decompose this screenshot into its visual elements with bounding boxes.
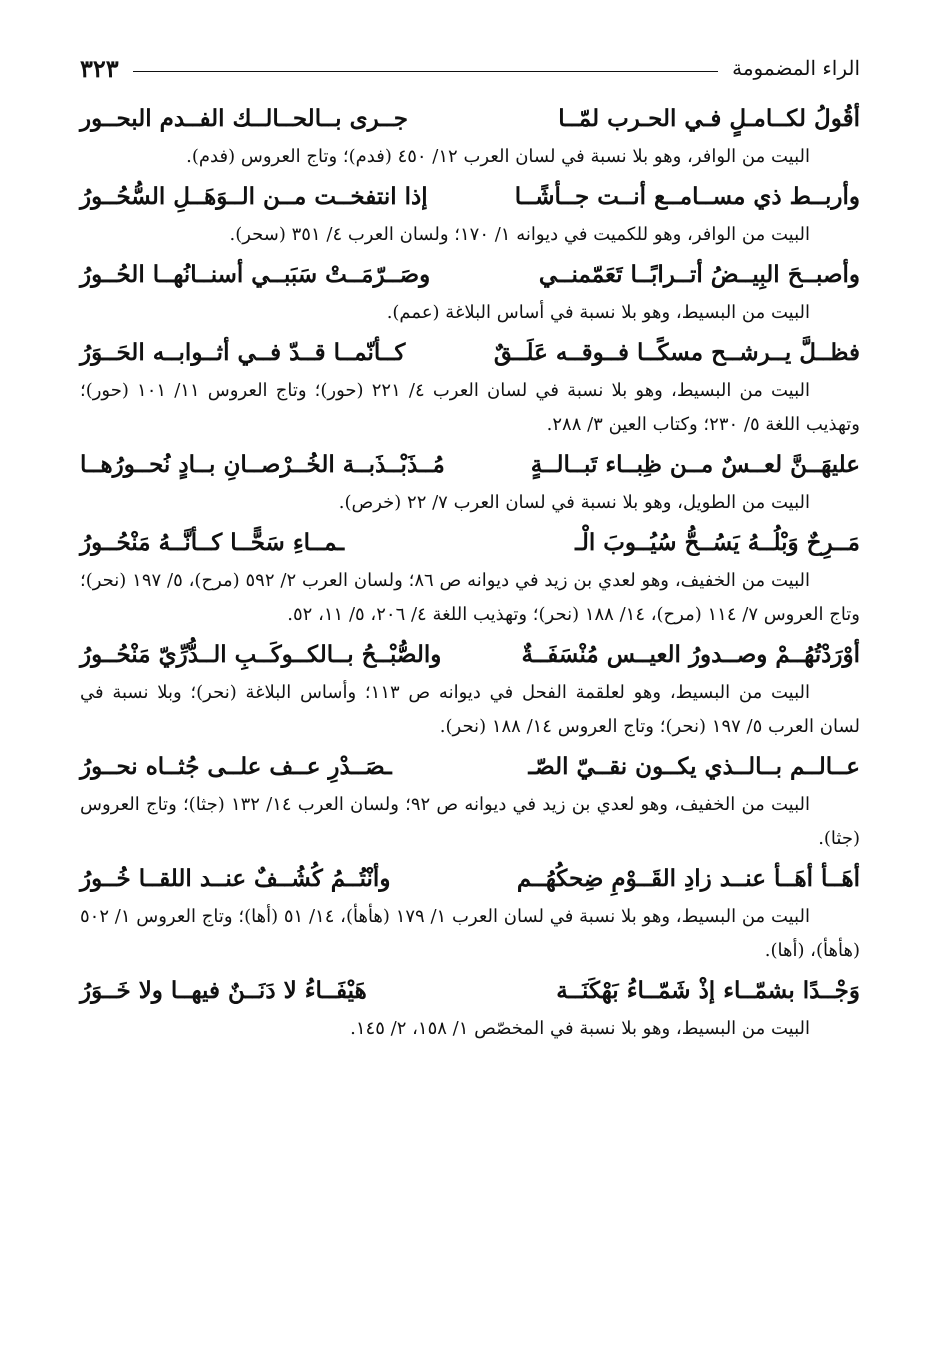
verse-second-hemistich: مُــذَبْــذَبــة الخُــرْصــانِ بــادٍ نُحــورُهــا [80, 451, 445, 478]
verse-second-hemistich: وصَــرّمَــتْ سَبَبــي أسنــانُهــا الحُــورُ [80, 261, 431, 288]
verse-note: البيت من الطويل، وهو بلا نسبة في لسان العرب ٧/ ٢٢ (خرص). [338, 492, 810, 513]
entry [80, 634, 860, 744]
verse-note: البيت من الوافر، وهو للكميت في ديوانه ١/ ١٧٠؛ ولسان العرب ٤/ ٣٥١ (سحر). [229, 224, 810, 245]
verse-note: البيت من البسيط، وهو بلا نسبة في لسان العرب ٤/ ٢٢١ (حور)؛ وتاج العروس ١١/ ١٠١ (حور)؛ وتهذيب اللغة ٥/ ٢٣٠؛ وكتاب العين ٣/ ٢٨٨. [80, 380, 860, 435]
verse-second-hemistich: ـصَــدْرِ عــف علــى جُثــاه نحــورُ [80, 753, 392, 780]
verse-first-hemistich: وأصبــحَ البِيــضُ أتــرابًــا تَعَمّمنــي [538, 261, 860, 288]
verse-second-hemistich: وأنْتُــمُ كُشُــفٌ عنــد اللقــا خُــورُ [80, 865, 391, 892]
verse-line [80, 970, 860, 1012]
verse-note: البيت من البسيط، وهو لعلقمة الفحل في ديوانه ص ١١٣؛ وأساس البلاغة (نحر)؛ وبلا نسبة في لسان العرب ٥/ ١٩٧ (نحر)؛ وتاج العروس ١٤/ ١٨٨ (نحر). [80, 682, 860, 737]
verse-first-hemistich: مَــرِحٌ وَبْلُــهُ يَسُــحُّ سُيُــوبَ الْـ [575, 529, 860, 556]
entry [80, 98, 860, 174]
verse-first-hemistich: وأربــط ذي مســامــع أنــت جــأشًــا [514, 183, 860, 210]
verse-note: البيت من الخفيف، وهو لعدي بن زيد في ديوانه ص ٩٢؛ ولسان العرب ١٤/ ١٣٢ (جثا)؛ وتاج العروس (جثا). [80, 794, 860, 849]
verse-first-hemistich: أقُولُ لكــامـلٍ فـي الحـرب لمّــا [558, 105, 860, 132]
verse-first-hemistich: عــالــم بــالــذي يكــون نقــيّ الصّـ [528, 753, 860, 780]
verse-first-hemistich: وَجْــدًا بشمّــاء إذْ شَمّــاءُ بَهْكَنَــة [556, 977, 860, 1004]
entry [80, 858, 860, 968]
verse-note: البيت من البسيط، وهو بلا نسبة في المخصّص ١/ ١٥٨، ٢/ ١٤٥. [350, 1018, 810, 1039]
verse-line [80, 858, 860, 900]
verse-second-hemistich: ـمــاءِ سَحًّــا كــأنَّــهُ مَنْحُــورُ [80, 529, 345, 556]
verse-line [80, 634, 860, 676]
header-rule [133, 71, 718, 72]
verse-second-hemistich: والصُّبْــحُ بــالكــوكَــبِ الــدُّرِّيّ مَنْحُــورُ [80, 641, 442, 668]
verse-second-hemistich: إذا انتفخــت مــن الــوَهَــلِ السُّحُــورُ [80, 183, 428, 210]
entry [80, 746, 860, 856]
verse-first-hemistich: فظــلَّ يــرشــح مسكًــا فــوقــه عَلَــقٌ [493, 339, 860, 366]
verse-line [80, 176, 860, 218]
verse-note: البيت من البسيط، وهو بلا نسبة في لسان العرب ١/ ١٧٩ (هأهأ)، ١٤/ ٥١ (أها)؛ وتاج العروس ١/ ٥٠٢ (هأهأ)، (أها). [80, 906, 860, 961]
entry [80, 522, 860, 632]
verse-note: البيت من البسيط، وهو بلا نسبة في أساس البلاغة (عمم). [386, 302, 810, 323]
page-number: ٣٢٣ [80, 53, 119, 83]
entry [80, 444, 860, 520]
running-title: الراء المضمومة [732, 56, 860, 80]
verse-line [80, 746, 860, 788]
verse-line [80, 254, 860, 296]
verse-line [80, 332, 860, 374]
verse-note: البيت من الوافر، وهو بلا نسبة في لسان العرب ١٢/ ٤٥٠ (فدم)؛ وتاج العروس (فدم). [186, 146, 810, 167]
verse-note: البيت من الخفيف، وهو لعدي بن زيد في ديوانه ص ٨٦؛ ولسان العرب ٢/ ٥٩٢ (مرح)، ٥/ ١٩٧ (نحر)؛ وتاج العروس ٧/ ١١٤ (مرح)، ١٤/ ١٨٨ (نحر)؛ وتهذيب اللغة ٤/ ٢٠٦، ٥/ ١١، ٥٢. [80, 570, 860, 625]
verse-second-hemistich: كــأنّمــا قــدّ فــي أثــوابــه الحَــوَرُ [80, 339, 406, 366]
verse-line [80, 98, 860, 140]
entry [80, 254, 860, 330]
verse-first-hemistich: عليهَــنَّ لعــسٌ مــن ظِبــاء تَبــالــةٍ [530, 451, 860, 478]
running-header [80, 48, 860, 88]
verse-first-hemistich: أهَــأ أهَــأ عنــد زادِ القَــوْمِ ضِحكُهُــم [516, 865, 860, 892]
entry [80, 332, 860, 442]
verse-line [80, 444, 860, 486]
entries-list [80, 98, 860, 1046]
verse-line [80, 522, 860, 564]
entry [80, 176, 860, 252]
entry [80, 970, 860, 1046]
verse-first-hemistich: أوْرَدْتُهُــمْ وصــدورُ العيــس مُنْسَفَــةٌ [521, 641, 860, 668]
verse-second-hemistich: جــرى بــالحــالــك الفــدم البحــور [80, 105, 408, 132]
verse-second-hemistich: هَيْفَــاءُ لا دَنَــنٌ فيهــا ولا خَــوَرُ [80, 977, 367, 1004]
